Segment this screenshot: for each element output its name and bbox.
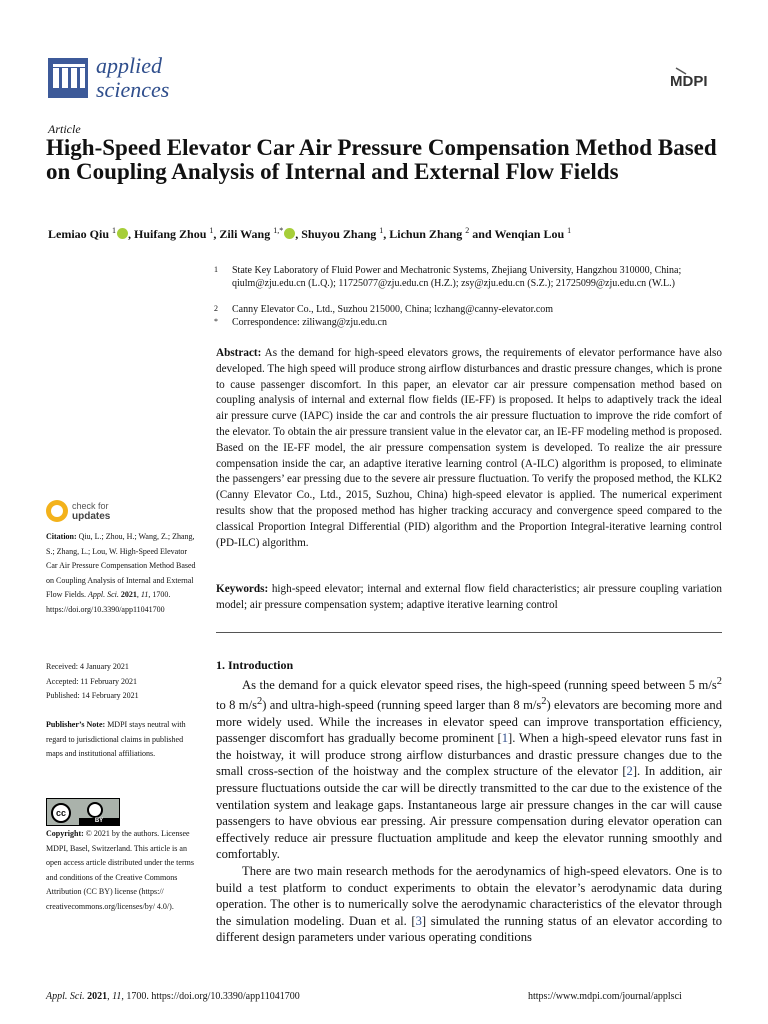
keywords-label: Keywords: (216, 583, 269, 595)
svg-text:MDPI: MDPI (670, 73, 708, 90)
paragraph: There are two main research methods for the aerodynamics of high-speed elevators. One is to build a test platform to conduct experiments to obtain the elevator’s aerodynamic data during operation. The other is to numerically solve the aerodynamic characteristics of the elevator through the simulation modeling. Duan et al. [3] simulated the running status of an elevator according to different design parameters under various operating conditions (216, 863, 723, 945)
body-text (216, 674, 722, 946)
accepted-date: Accepted: 11 February 2021 (46, 676, 138, 686)
publication-dates (46, 660, 198, 704)
journal-name: applied sciences (96, 53, 170, 102)
orcid-icon[interactable] (117, 228, 128, 239)
affiliation-2: 2 Canny Elevator Co., Ltd., Suzhou 215000, China; lczhang@canny-elevator.com (214, 304, 554, 315)
orcid-icon[interactable] (284, 228, 295, 239)
abstract-label: Abstract: (216, 347, 262, 359)
check-icon (46, 500, 68, 522)
affiliation-1: 1 State Key Laboratory of Fluid Power and Mechatronic Systems, Zhejiang University, Hangzhou 310000, China; qiulm@zju.edu.cn (L.Q.); 11725077@zju.edu.cn (H.Z.); zsy@zju.edu.cn (S.Z.); 21725099@zju.edu.cn (W.L.) (214, 265, 682, 289)
divider (216, 632, 722, 633)
journal-logo-icon (48, 58, 88, 98)
citation-link[interactable]: 2 (626, 764, 633, 779)
article-type: Article (48, 122, 81, 136)
author-name[interactable]: Huifang Zhou (134, 227, 207, 241)
publishers-note: Publisher’s Note: MDPI stays neutral with regard to jurisdictional claims in published maps and institutional affiliations. (46, 720, 186, 759)
copyright-block: Copyright: © 2021 by the authors. Licensee MDPI, Basel, Switzerland. This article is an open access article distributed under the terms and conditions of the Creative Commons Attribution (CC BY) license (https:// creativecommons.org/licenses/by/ 4.0/). (46, 829, 194, 911)
received-date: Received: 4 January 2021 (46, 662, 129, 671)
published-date: Published: 14 February 2021 (46, 691, 139, 701)
cc-by-license-icon[interactable]: cc BY (46, 798, 120, 826)
author-name[interactable]: Wenqian Lou (494, 227, 565, 241)
abstract (216, 346, 722, 551)
keywords (216, 582, 722, 614)
keywords-text: high-speed elevator; internal and external flow field characteristics; air pressure coupling variation model; air pressure compensation system; adaptive iterative learning control (216, 583, 723, 611)
author-name[interactable]: Lemiao Qiu (48, 227, 110, 241)
footer-url[interactable]: https://www.mdpi.com/journal/applsci (528, 991, 682, 1002)
author-name[interactable]: Zili Wang (219, 227, 271, 241)
mdpi-logo-icon (666, 66, 724, 92)
abstract-text: As the demand for high-speed elevators grows, the requirements of elevator performance have also developed. The high speed will produce strong airflow disturbances and drastic pressure changes, which is prone to cause passenger discomfort. In this paper, an elevator car air pressure compensation method based on coupling analysis of internal and external flow fields (IE-FF) is proposed. It helps to adaptively track the ideal air pressure curve (IAPC) inside the car and controls the air pressure fluctuation to improve the ride comfort of the elevator. To obtain the air pressure transient value in the elevator car, an IE-FF modeling method is proposed. Based on the IE-FF model, the air pressure compensation system is developed. To realize the air pressure compensation inside the car, an adaptive iterative learning control (A-ILC) algorithm is proposed, to eliminate the passengers’ ear pressing due to the severe air pressure fluctuation. To verify the proposed method, the KLK2 (Canny Elevator Co., Ltd., 2015, Suzhou, China) high-speed elevator is applied. The numerical experiment results show that the proposed method has higher tracking accuracy and convergence speed compared to the classical Proportion Integral Differential (PID) algorithm and the Proportion Integral-iterative learning control (PD-ILC) algorithm. (216, 347, 722, 549)
citation-link[interactable]: 3 (415, 913, 422, 928)
paragraph: As the demand for a quick elevator speed rises, the high-speed (running speed between 5 $m/s^2$ to 8 $m/s^2$) and ultra-high-speed (running speed larger than 8 $m/s^2$) elevators are becoming more and more widely used. While the increases in elevator speed can improve transportation efficiency, passenger discomfort has gradually become prominent [1]. When a high-speed elevator runs fast in the hoistway, it will produce strong airflow disturbances and drastic pressure changes due to the small cross-section of the hoistway and the complex structure of the elevator [2]. In addition, air pressure fluctuations outside the car will be directly transmitted to the car due to the existence of the ventilation system and leakage gaps. Instantaneous large air pressure changes in the car will cause passengers to have obvious ear pressing. Air pressure compensation during elevator operation can effectively reduce air pressure fluctuation amplitude and keep the elevator running smoothly and comfortably. (216, 676, 723, 862)
author-name[interactable]: Lichun Zhang (389, 227, 463, 241)
article-title: High-Speed Elevator Car Air Pressure Compensation Method Based on Coupling Analysis of Internal and External Flow Fields (46, 135, 717, 184)
citation-block: Citation: Qiu, L.; Zhou, H.; Wang, Z.; Zhang, S.; Zhang, L.; Lou, W. High-Speed Elevator Car Air Pressure Compensation Method Based on Coupling Analysis of Internal and External Flow Fields. Appl. Sci. 2021, 11, 1700. https://doi.org/10.3390/app11041700 (46, 532, 196, 614)
footer-citation: Appl. Sci. 2021, 11, 1700. https://doi.org/10.3390/app11041700 (46, 991, 300, 1002)
section-heading: 1. Introduction (216, 658, 294, 672)
correspondence: * Correspondence: ziliwang@zju.edu.cn (214, 317, 387, 328)
author-name[interactable]: Shuyou Zhang (301, 227, 377, 241)
author-list: Lemiao Qiu $^1$ , Huifang Zhou $^1$, Zili Wang $^{1,*}$ , Shuyou Zhang $^1$, Lichun Zhang $^2$ and Wenqian Lou $^1$ (48, 226, 572, 241)
citation-link[interactable]: 1 (501, 731, 509, 746)
